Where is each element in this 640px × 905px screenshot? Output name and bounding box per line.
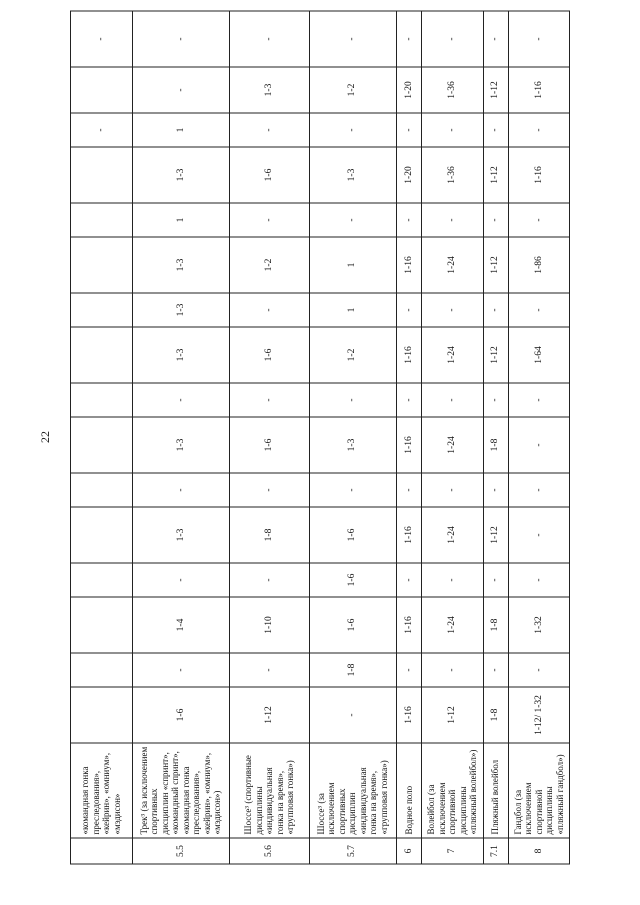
value-cell: 1-24 <box>422 507 484 563</box>
value-cell: 1-3 <box>132 293 230 327</box>
value-cell: 1-20 <box>396 147 421 203</box>
value-cell <box>71 417 133 473</box>
value-cell: - <box>309 203 396 237</box>
value-cell: 1-8 <box>483 417 508 473</box>
sport-name: Шоссе³ (спортивные дисциплины «индивидуальная гонка на время», «групповая гонка») <box>230 743 310 838</box>
sport-name: Гандбол (за исключением спортивной дисциплины «пляжный гандбол») <box>508 743 569 838</box>
value-cell: - <box>230 563 310 597</box>
value-cell: 1-12 <box>483 327 508 383</box>
value-cell: 1-3 <box>230 67 310 113</box>
value-cell: - <box>483 11 508 67</box>
value-cell: - <box>422 293 484 327</box>
value-cell: 1-8 <box>483 597 508 653</box>
value-cell: - <box>508 113 569 147</box>
value-cell <box>71 473 133 507</box>
row-number: 5.5 <box>132 838 230 864</box>
value-cell: 1-6 <box>309 507 396 563</box>
value-cell: - <box>309 383 396 417</box>
value-cell: - <box>132 653 230 687</box>
value-cell: 1-3 <box>132 507 230 563</box>
value-cell: 1-6 <box>230 147 310 203</box>
value-cell: - <box>422 563 484 597</box>
value-cell: 1-36 <box>422 67 484 113</box>
value-cell: 1 <box>132 113 230 147</box>
value-cell <box>71 203 133 237</box>
value-cell: 1 <box>309 237 396 293</box>
value-cell: - <box>230 653 310 687</box>
value-cell: - <box>508 203 569 237</box>
value-cell: 1-24 <box>422 327 484 383</box>
value-cell: 1 <box>309 293 396 327</box>
row-number: 6 <box>396 838 421 864</box>
value-cell <box>71 507 133 563</box>
value-cell: - <box>508 473 569 507</box>
value-cell: - <box>230 473 310 507</box>
row-number: 8 <box>508 838 569 864</box>
value-cell: - <box>230 113 310 147</box>
value-cell: 1-3 <box>132 147 230 203</box>
value-cell: 1-8 <box>309 653 396 687</box>
sport-name: Водное поло <box>396 743 421 838</box>
value-cell: 1-16 <box>396 237 421 293</box>
value-cell: 1-12 <box>483 507 508 563</box>
value-cell: 1-24 <box>422 417 484 473</box>
sport-name: Волейбол (за исключением спортивной дисциплины «пляжный волейбол») <box>422 743 484 838</box>
table-row <box>132 11 230 864</box>
table-row <box>309 11 396 864</box>
value-cell: - <box>396 383 421 417</box>
value-cell: - <box>309 113 396 147</box>
value-cell: 1-3 <box>132 327 230 383</box>
value-cell: 1-12 <box>422 687 484 743</box>
value-cell: - <box>422 473 484 507</box>
value-cell: 1-86 <box>508 237 569 293</box>
value-cell: - <box>483 113 508 147</box>
value-cell: - <box>230 203 310 237</box>
rotated-table-wrapper <box>70 37 570 865</box>
value-cell: 1-8 <box>483 687 508 743</box>
value-cell: 1-16 <box>508 147 569 203</box>
table-row <box>422 11 484 864</box>
value-cell: 1-6 <box>309 563 396 597</box>
sport-name: «командная гонка преследования», «кейрин», «омниум», «мэдисон» <box>71 743 133 838</box>
value-cell: 1-6 <box>309 597 396 653</box>
value-cell: - <box>132 11 230 67</box>
value-cell: - <box>422 11 484 67</box>
value-cell: 1-3 <box>309 417 396 473</box>
value-cell: 1-3 <box>309 147 396 203</box>
value-cell <box>71 147 133 203</box>
value-cell: - <box>396 563 421 597</box>
value-cell: 1-12 <box>483 237 508 293</box>
value-cell <box>71 67 133 113</box>
value-cell <box>71 383 133 417</box>
value-cell <box>71 293 133 327</box>
value-cell: - <box>132 563 230 597</box>
value-cell: 1-2 <box>309 67 396 113</box>
value-cell: - <box>230 11 310 67</box>
value-cell <box>71 653 133 687</box>
value-cell: - <box>508 653 569 687</box>
value-cell: 1-16 <box>396 687 421 743</box>
value-cell <box>71 327 133 383</box>
value-cell: - <box>508 11 569 67</box>
value-cell: 1-6 <box>132 687 230 743</box>
sport-name: Шоссе³ (за исключением спортивных дисциплин «индивидуальная гонка на время», «групповая гонка») <box>309 743 396 838</box>
value-cell: - <box>483 293 508 327</box>
value-cell: - <box>396 203 421 237</box>
value-cell: - <box>483 383 508 417</box>
value-cell: 1-2 <box>230 237 310 293</box>
value-cell: - <box>508 417 569 473</box>
table-row <box>396 11 421 864</box>
value-cell: 1-16 <box>396 597 421 653</box>
value-cell: - <box>422 203 484 237</box>
value-cell: - <box>422 383 484 417</box>
value-cell: 1-16 <box>396 507 421 563</box>
value-cell: 1-3 <box>132 237 230 293</box>
value-cell: - <box>396 293 421 327</box>
value-cell: - <box>309 687 396 743</box>
value-cell: 1-32 <box>508 597 569 653</box>
value-cell: 1-16 <box>396 327 421 383</box>
value-cell <box>71 687 133 743</box>
row-number: 5.6 <box>230 838 310 864</box>
value-cell: - <box>132 473 230 507</box>
row-number: 5.7 <box>309 838 396 864</box>
value-cell: - <box>422 113 484 147</box>
value-cell: 1-16 <box>396 417 421 473</box>
row-number: 7.1 <box>483 838 508 864</box>
value-cell: - <box>396 11 421 67</box>
value-cell: - <box>422 653 484 687</box>
value-cell: 1-16 <box>508 67 569 113</box>
value-cell: 1-6 <box>230 327 310 383</box>
value-cell: - <box>309 473 396 507</box>
value-cell: - <box>309 11 396 67</box>
value-cell: 1-12 <box>483 147 508 203</box>
value-cell: - <box>396 113 421 147</box>
row-number <box>71 838 133 864</box>
table-row <box>230 11 310 864</box>
value-cell: - <box>508 383 569 417</box>
value-cell: 1-8 <box>230 507 310 563</box>
value-cell: 1-64 <box>508 327 569 383</box>
value-cell: 1-12 <box>230 687 310 743</box>
row-number: 7 <box>422 838 484 864</box>
value-cell: - <box>230 293 310 327</box>
value-cell: 1-12 <box>483 67 508 113</box>
value-cell: - <box>483 653 508 687</box>
value-cell: 1-10 <box>230 597 310 653</box>
value-cell: 1-20 <box>396 67 421 113</box>
value-cell: - <box>508 563 569 597</box>
table-row <box>71 11 133 864</box>
value-cell: - <box>396 473 421 507</box>
value-cell: - <box>508 293 569 327</box>
value-cell <box>71 563 133 597</box>
value-cell: 1-4 <box>132 597 230 653</box>
value-cell: 1 <box>132 203 230 237</box>
value-cell: - <box>71 11 133 67</box>
value-cell: - <box>71 113 133 147</box>
sports-table <box>70 11 570 865</box>
value-cell: - <box>132 67 230 113</box>
value-cell: 1-6 <box>230 417 310 473</box>
value-cell: - <box>230 383 310 417</box>
value-cell: - <box>508 507 569 563</box>
sport-name: Трек³ (за исключением спортивных дисциплин «спринт», «командный спринт», «командная гонка преследования», «кейрин», «омниум», «мэдисон») <box>132 743 230 838</box>
value-cell <box>71 237 133 293</box>
value-cell: - <box>396 653 421 687</box>
value-cell <box>71 597 133 653</box>
table-body <box>71 11 570 864</box>
table-row <box>483 11 508 864</box>
value-cell: - <box>483 473 508 507</box>
value-cell: 1-3 <box>132 417 230 473</box>
page-number: 22 <box>38 431 52 443</box>
value-cell: 1-24 <box>422 237 484 293</box>
value-cell: 1-12/ 1-32 <box>508 687 569 743</box>
table-row <box>508 11 569 864</box>
value-cell: 1-24 <box>422 597 484 653</box>
value-cell: - <box>483 563 508 597</box>
sport-name: Пляжный волейбол <box>483 743 508 838</box>
value-cell: 1-2 <box>309 327 396 383</box>
value-cell: - <box>132 383 230 417</box>
value-cell: - <box>483 203 508 237</box>
value-cell: 1-36 <box>422 147 484 203</box>
